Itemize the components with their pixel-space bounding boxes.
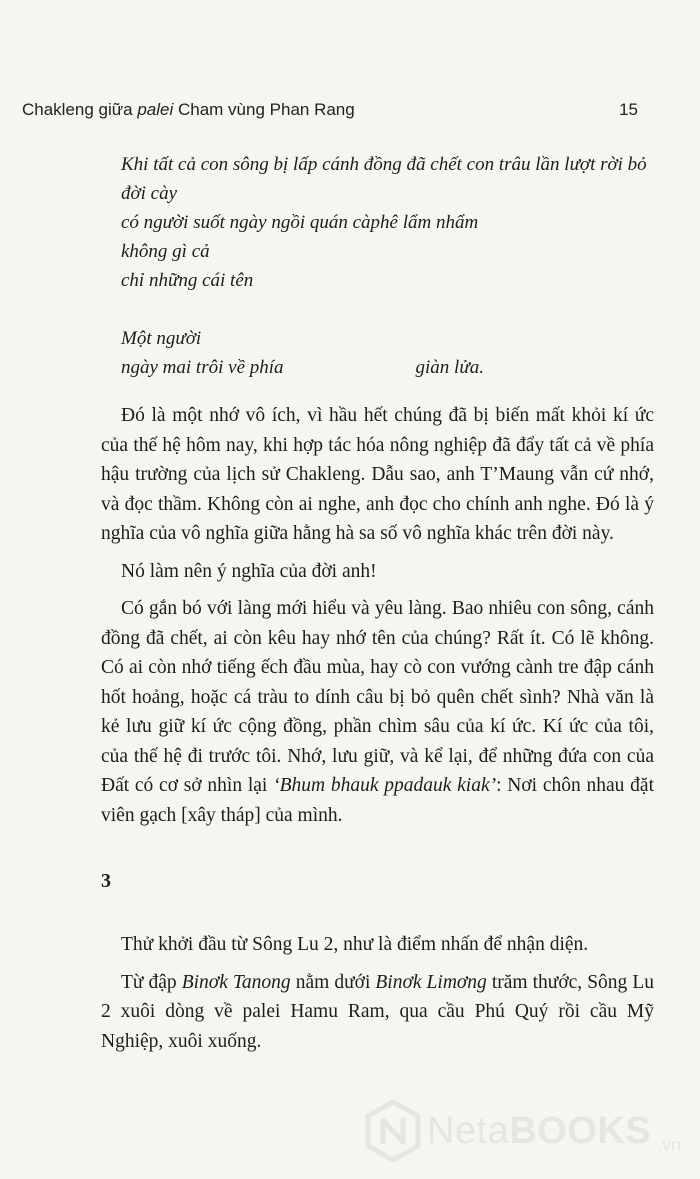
netabooks-logo-icon: [365, 1100, 421, 1162]
watermark-brand-b: BOOKS: [509, 1109, 652, 1152]
stanza-break: [121, 295, 641, 324]
section-number: 3: [101, 870, 111, 892]
watermark-tld: .vn: [657, 1135, 682, 1155]
paragraph-text: Có gắn bó với làng mới hiểu và yêu làng. Bao nhiêu con sông, cánh đồng đã chết, ai còn kêu hay nhớ tên của chúng? Rất ít. Có lẽ không. Có ai còn nhớ tiếng ếch đầu mùa, hay cò con vướng cành tre đập cánh hốt hoảng, hoặc cá tràu to dính câu bị bỏ quên chết sình? Nhà văn là kẻ lưu giữ kí ức cộng đồng, phần chìm sâu của kí ức. Kí ức của tôi, của thế hệ đi trước tôi. Nhớ, lưu giữ, và kể lại, để những đứa con của Đất có cơ sở nhìn lại: [101, 598, 654, 796]
poem-line: không gì cả: [121, 241, 210, 262]
chapter-title: [22, 100, 355, 120]
paragraph-text: Từ đập: [121, 971, 182, 993]
poem-line: Khi tất cả con sông bị lấp cánh đồng đã chết con trâu lần lượt rời bỏ: [121, 154, 647, 175]
watermark-brand: [427, 1110, 651, 1153]
chapter-title-pre: Chakleng giữa: [22, 100, 138, 119]
paragraph-text: nằm dưới: [290, 971, 376, 993]
paragraph: Thử khởi đầu từ Sông Lu 2, như là điểm nhấn để nhận diện.: [121, 934, 589, 955]
paragraph-italic: Binơk Tanong: [181, 971, 291, 993]
paragraph: Nó làm nên ý nghĩa của đời anh!: [121, 560, 377, 582]
chapter-title-italic: palei: [137, 100, 174, 119]
paragraph-text: : Nơi chôn nhau đặt viên gạch [xây tháp] của mình.: [101, 775, 654, 826]
paragraph-italic: Binơk Limơng: [375, 971, 487, 993]
paragraph: [101, 594, 654, 830]
prose-block: [101, 401, 654, 838]
poem-block: [121, 150, 647, 382]
page-number: 15: [619, 100, 638, 119]
poem-line-part: ngày mai trôi về phía: [121, 357, 284, 378]
poem-line: có người suốt ngày ngồi quán càphê lẩm nhẩm: [121, 212, 479, 233]
chapter-title-post: Cham vùng Phan Rang: [173, 100, 355, 119]
prose-block: [101, 930, 654, 1064]
paragraph-text: trăm thước, Sông Lu 2 xuôi dòng về palei Hamu Ram, qua cầu Phú Quý rồi cầu Mỹ Nghiệp, xuôi xuống.: [101, 971, 654, 1052]
paragraph: [101, 968, 654, 1057]
poem-line: [121, 353, 641, 382]
poem-line-part: giàn lửa.: [415, 357, 484, 378]
watermark: [365, 1100, 681, 1162]
running-head: [22, 100, 638, 120]
poem-line: đời cày: [121, 183, 178, 204]
paragraph: Đó là một nhớ vô ích, vì hầu hết chúng đã bị biến mất khỏi kí ức của thế hệ hôm nay, khi hợp tác hóa nông nghiệp đã đẩy tất cả về phía hậu trường của lịch sử Chakleng. Dẫu sao, anh T’Maung vẫn cứ nhớ, và đọc thầm. Không còn ai nghe, anh đọc cho chính anh nghe. Đó là ý nghĩa của vô nghĩa giữa hằng hà sa số vô nghĩa khác trên đời này.: [101, 405, 654, 544]
poem-line: Một người: [121, 328, 202, 349]
poem-line: chỉ những cái tên: [121, 270, 254, 291]
paragraph-italic: ‘Bhum bhauk ppadauk kiak’: [273, 775, 497, 796]
watermark-brand-a: Neta: [427, 1109, 510, 1152]
